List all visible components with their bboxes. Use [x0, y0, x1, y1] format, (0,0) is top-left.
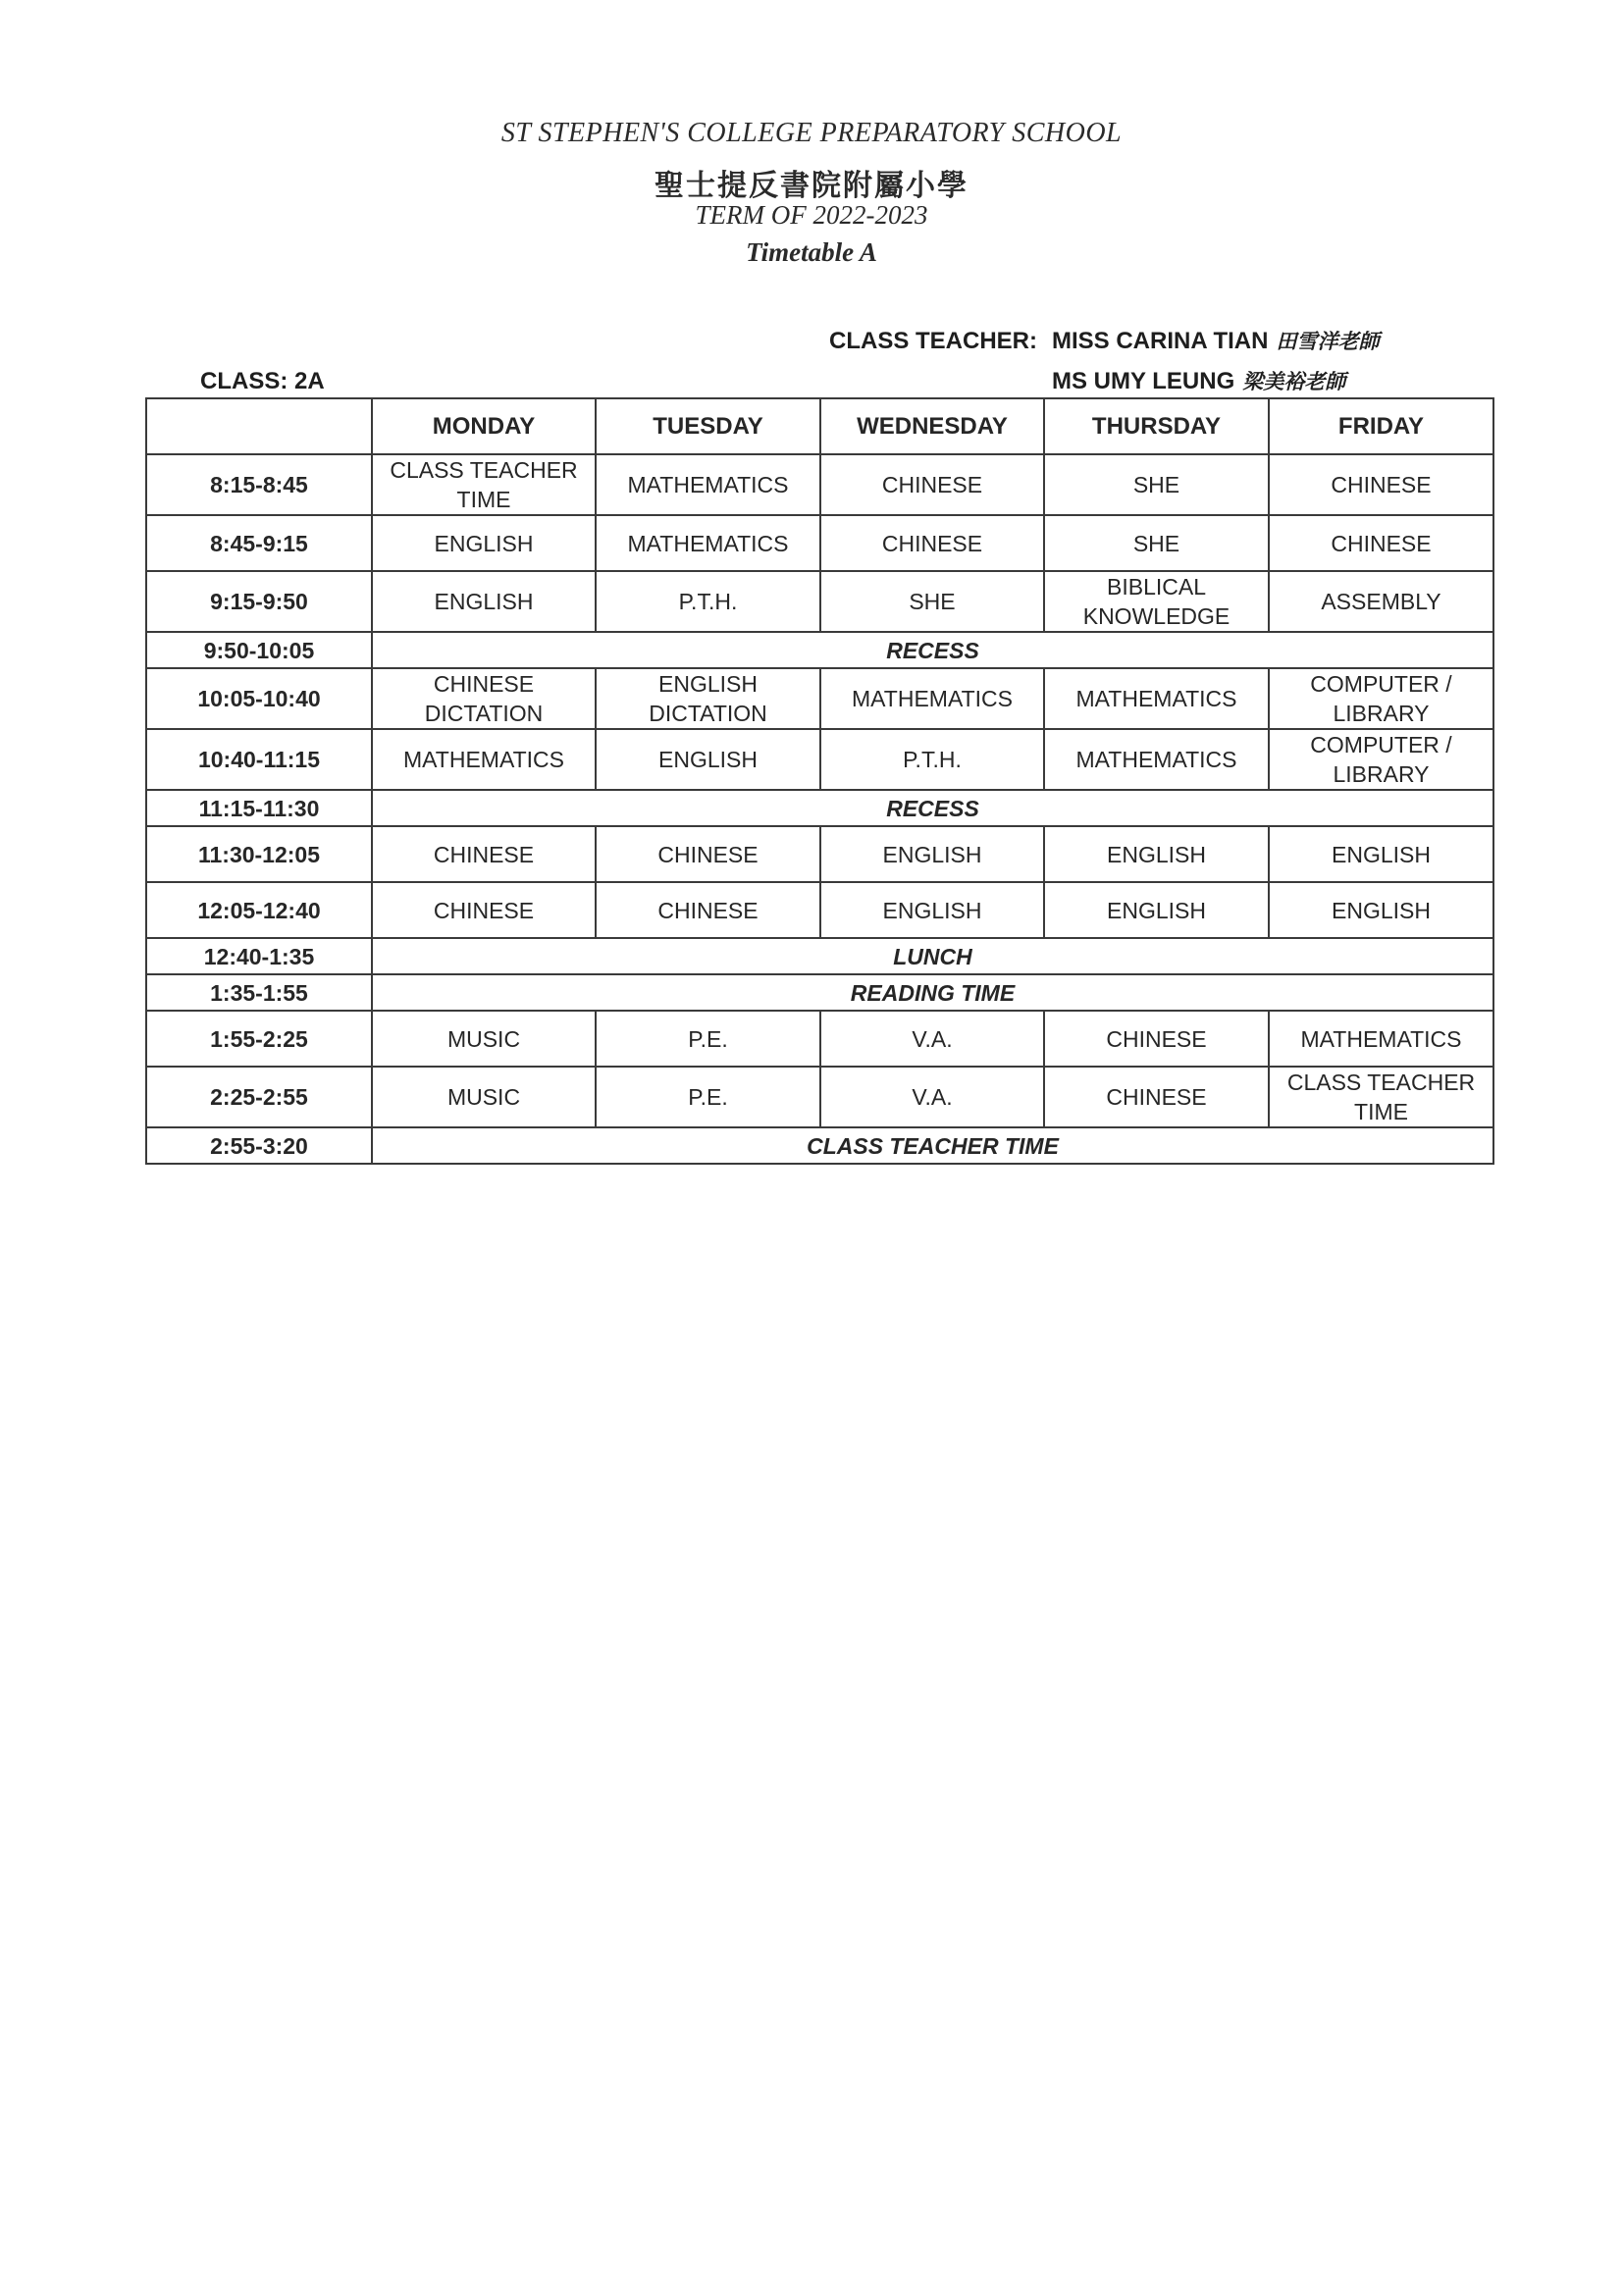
subject-cell: P.T.H.: [820, 729, 1044, 790]
time-slot: 12:40-1:35: [146, 938, 372, 974]
subject-cell: MATHEMATICS: [596, 454, 820, 515]
subject-cell: CHINESE: [596, 882, 820, 938]
subject-cell: CHINESE: [372, 826, 596, 882]
time-slot: 9:50-10:05: [146, 632, 372, 668]
subject-cell: MATHEMATICS: [1044, 729, 1269, 790]
subject-cell: SHE: [820, 571, 1044, 632]
timetable-body: [146, 454, 1493, 1164]
subject-cell: CLASS TEACHER TIME: [372, 454, 596, 515]
day-header: TUESDAY: [596, 398, 820, 454]
class-teacher-label: CLASS TEACHER:: [829, 328, 1038, 354]
subject-cell: MUSIC: [372, 1011, 596, 1067]
period-row: [146, 454, 1493, 515]
break-label: CLASS TEACHER TIME: [372, 1127, 1493, 1164]
break-row: [146, 938, 1493, 974]
period-row: [146, 1011, 1493, 1067]
period-row: [146, 571, 1493, 632]
subject-cell: COMPUTER / LIBRARY: [1269, 668, 1493, 729]
subject-cell: COMPUTER / LIBRARY: [1269, 729, 1493, 790]
term-label: TERM OF 2022-2023: [695, 200, 928, 230]
subject-cell: ENGLISH: [1269, 882, 1493, 938]
time-slot: 8:45-9:15: [146, 515, 372, 571]
period-row: [146, 668, 1493, 729]
subject-cell: ENGLISH: [1269, 826, 1493, 882]
subject-cell: V.A.: [820, 1011, 1044, 1067]
time-slot: 1:55-2:25: [146, 1011, 372, 1067]
time-slot: 12:05-12:40: [146, 882, 372, 938]
teacher-secondary: [1052, 366, 1345, 395]
class-label: CLASS: 2A: [200, 368, 325, 394]
subject-cell: MATHEMATICS: [1044, 668, 1269, 729]
subject-cell: MATHEMATICS: [372, 729, 596, 790]
subject-cell: CHINESE: [596, 826, 820, 882]
period-row: [146, 729, 1493, 790]
break-row: [146, 1127, 1493, 1164]
subject-cell: CHINESE: [1269, 454, 1493, 515]
break-label: LUNCH: [372, 938, 1493, 974]
subject-cell: P.T.H.: [596, 571, 820, 632]
table-header-row: [146, 398, 1493, 454]
time-column-header: [146, 398, 372, 454]
timetable-table: [145, 397, 1494, 1165]
subject-cell: SHE: [1044, 454, 1269, 515]
break-label: RECESS: [372, 632, 1493, 668]
subject-cell: MUSIC: [372, 1067, 596, 1127]
subject-cell: CLASS TEACHER TIME: [1269, 1067, 1493, 1127]
time-slot: 1:35-1:55: [146, 974, 372, 1011]
subject-cell: ENGLISH: [1044, 882, 1269, 938]
break-row: [146, 974, 1493, 1011]
subject-cell: ENGLISH: [1044, 826, 1269, 882]
subject-cell: ENGLISH: [596, 729, 820, 790]
subject-cell: MATHEMATICS: [820, 668, 1044, 729]
teacher-primary-name-zh: 田雪洋老師: [1276, 329, 1380, 353]
subject-cell: CHINESE: [1269, 515, 1493, 571]
break-row: [146, 790, 1493, 826]
day-header: FRIDAY: [1269, 398, 1493, 454]
subject-cell: CHINESE: [372, 882, 596, 938]
teacher-secondary-name: MS UMY LEUNG: [1052, 368, 1235, 394]
subject-cell: ENGLISH: [820, 826, 1044, 882]
subject-cell: ENGLISH: [372, 571, 596, 632]
subject-cell: CHINESE: [820, 515, 1044, 571]
subject-cell: CHINESE: [820, 454, 1044, 515]
subject-cell: V.A.: [820, 1067, 1044, 1127]
day-header: THURSDAY: [1044, 398, 1269, 454]
subject-cell: SHE: [1044, 515, 1269, 571]
time-slot: 9:15-9:50: [146, 571, 372, 632]
time-slot: 11:15-11:30: [146, 790, 372, 826]
subject-cell: P.E.: [596, 1011, 820, 1067]
time-slot: 11:30-12:05: [146, 826, 372, 882]
period-row: [146, 515, 1493, 571]
time-slot: 2:55-3:20: [146, 1127, 372, 1164]
subject-cell: CHINESE: [1044, 1067, 1269, 1127]
school-name-chinese: 聖士提反書院附屬小學: [654, 170, 969, 202]
subject-cell: ENGLISH DICTATION: [596, 668, 820, 729]
period-row: [146, 1067, 1493, 1127]
time-slot: 8:15-8:45: [146, 454, 372, 515]
subject-cell: MATHEMATICS: [1269, 1011, 1493, 1067]
timetable-name: Timetable A: [746, 237, 877, 267]
teacher-primary-name: MISS CARINA TIAN: [1052, 328, 1269, 354]
subject-cell: ENGLISH: [372, 515, 596, 571]
time-slot: 10:40-11:15: [146, 729, 372, 790]
teacher-primary: [1052, 326, 1379, 355]
time-slot: 2:25-2:55: [146, 1067, 372, 1127]
school-name: ST STEPHEN'S COLLEGE PREPARATORY SCHOOL: [500, 118, 1123, 148]
subject-cell: BIBLICAL KNOWLEDGE: [1044, 571, 1269, 632]
break-label: RECESS: [372, 790, 1493, 826]
period-row: [146, 882, 1493, 938]
subject-cell: ASSEMBLY: [1269, 571, 1493, 632]
subject-cell: P.E.: [596, 1067, 820, 1127]
subject-cell: CHINESE: [1044, 1011, 1269, 1067]
break-label: READING TIME: [372, 974, 1493, 1011]
period-row: [146, 826, 1493, 882]
day-header: WEDNESDAY: [820, 398, 1044, 454]
time-slot: 10:05-10:40: [146, 668, 372, 729]
subject-cell: MATHEMATICS: [596, 515, 820, 571]
subject-cell: CHINESE DICTATION: [372, 668, 596, 729]
teacher-secondary-name-zh: 梁美裕老師: [1242, 369, 1346, 393]
break-row: [146, 632, 1493, 668]
subject-cell: ENGLISH: [820, 882, 1044, 938]
day-header: MONDAY: [372, 398, 596, 454]
